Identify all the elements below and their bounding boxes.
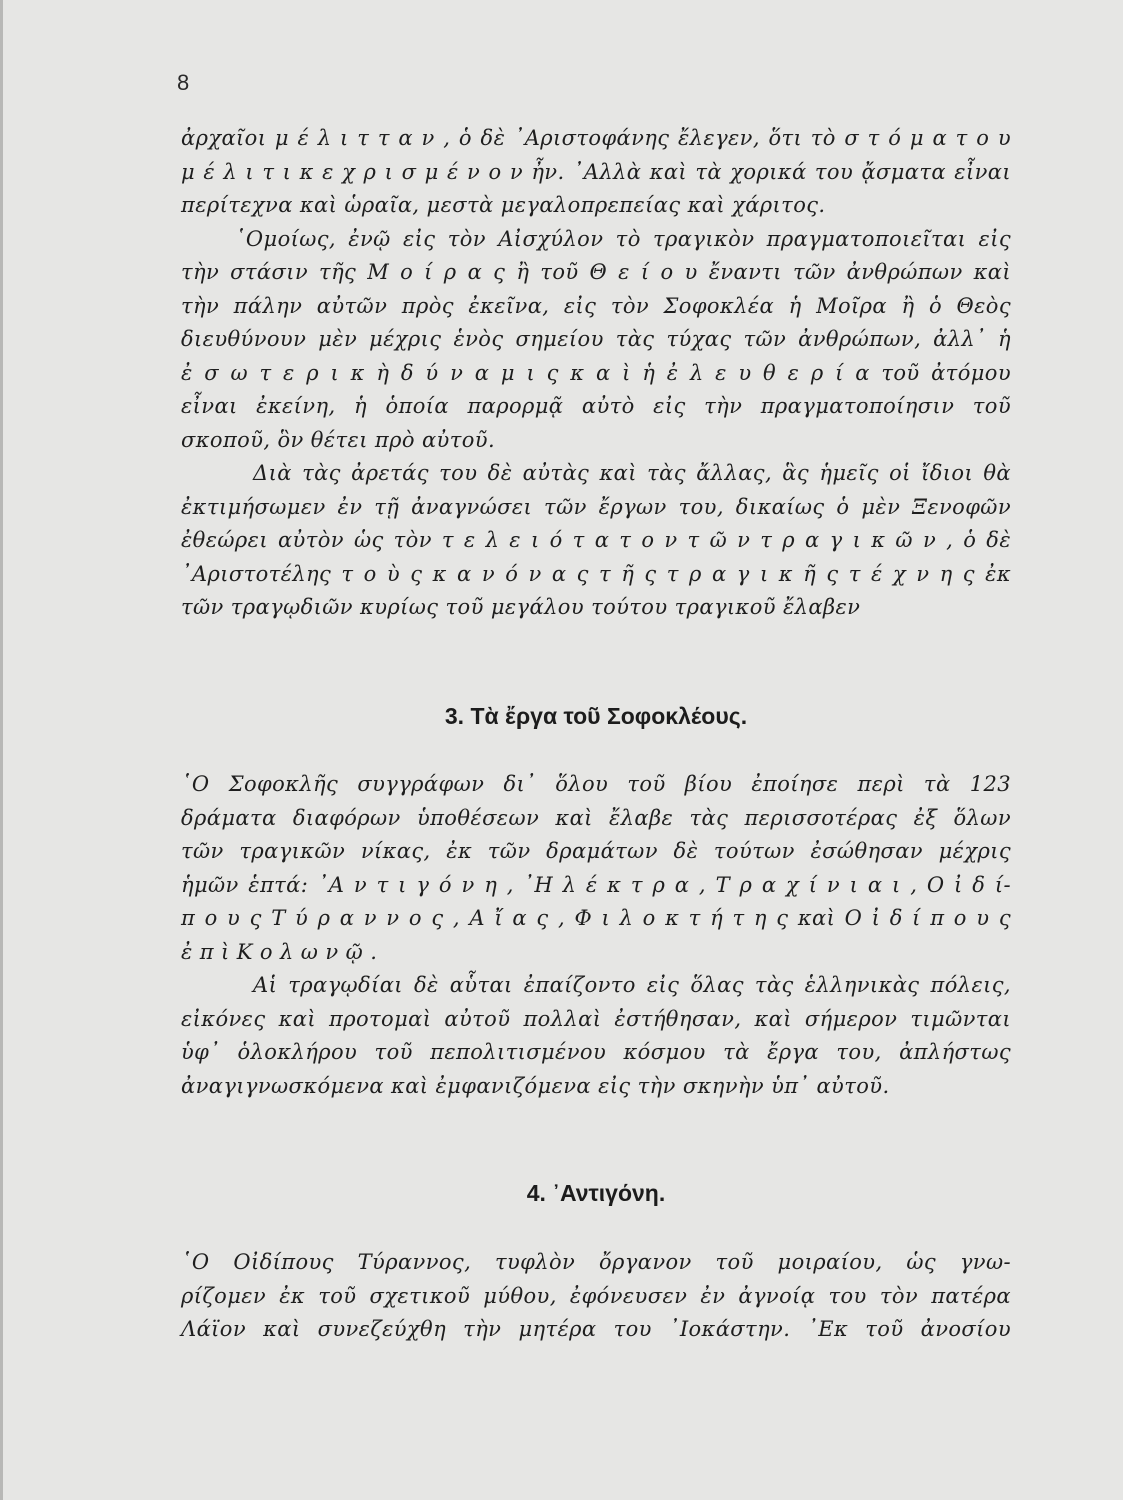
text-line: ᾿Αριστοτέλης τ ο ὺ ς κ α ν ό ν α ς τ ῆ ς τ ρ α γ ι κ ῆ ς τ έ χ ν η ς ἐκ [181, 561, 1011, 586]
text-line: ἀναγιγνωσκόμενα καὶ ἐμφανιζόμενα εἰς τὴν σκηνὴν ὑπ᾿ αὐτοῦ. [181, 1073, 890, 1098]
text-block-antigone [181, 1246, 1011, 1347]
text-line: Λάϊον καὶ συνεζεύχθη τὴν μητέρα του ᾿Ιοκάστην. ᾿Εκ τοῦ ἀνοσίου [181, 1317, 1011, 1341]
section-heading-3: 3. Τὰ ἔργα τοῦ Σοφοκλέους. [444, 703, 748, 729]
text-line: ἀρχαῖοι μ έ λ ι τ τ α ν , ὁ δὲ ᾿Αριστοφάνης ἔλεγεν, ὅτι τὸ σ τ ό μ α τ ο υ [181, 126, 1011, 150]
text-line: τῶν τραγῳδιῶν κυρίως τοῦ μεγάλου τούτου τραγικοῦ ἔλαβεν [181, 595, 861, 619]
text-line: εἶναι ἐκείνη, ἡ ὁποία παρορμᾷ αὐτὸ εἰς τὴν πραγματοποίησιν τοῦ [181, 394, 1011, 418]
text-line: τὴν στάσιν τῆς Μ ο ί ρ α ς ἢ τοῦ Θ ε ί ο υ ἔναντι τῶν ἀνθρώπων καὶ [181, 260, 1011, 284]
section-heading-4: 4. ᾿Αντιγόνη. [526, 1180, 666, 1206]
text-line: ἐ π ὶ Κ ο λ ω ν ῷ . [181, 939, 378, 964]
text-line: τὴν πάλην αὐτῶν πρὸς ἐκεῖνα, εἰς τὸν Σοφοκλέα ἡ Μοῖρα ἢ ὁ Θεὸς [181, 293, 1011, 318]
text-block-intro [181, 122, 1011, 625]
text-line: δράματα διαφόρων ὑποθέσεων καὶ ἔλαβε τὰς περισσοτέρας ἐξ ὅλων [181, 805, 1011, 830]
text-line: ἐ σ ω τ ε ρ ι κ ὴ δ ύ ν α μ ι ς κ α ὶ ἡ ἐ λ ε υ θ ε ρ ί α τοῦ ἀτόμου [181, 360, 1011, 385]
text-line: τῶν τραγικῶν νίκας, ἐκ τῶν δραμάτων δὲ τούτων ἐσώθησαν μέχρις [181, 839, 1011, 863]
text-line: διευθύνουν μὲν μέχρις ἑνὸς σημείου τὰς τύχας τῶν ἀνθρώπων, ἀλλ᾿ ἡ [181, 327, 1011, 351]
text-block-works [181, 768, 1011, 1103]
text-line: ρίζομεν ἐκ τοῦ σχετικοῦ μύθου, ἐφόνευσεν ἐν ἀγνοίᾳ του τὸν πατέρα [181, 1283, 1011, 1308]
text-line: μ έ λ ι τ ι κ ε χ ρ ι σ μ έ ν ο ν ἦν. ᾿Αλλὰ καὶ τὰ χορικά του ᾄσματα εἶναι [181, 159, 1011, 184]
text-line: π ο υ ς Τ ύ ρ α ν ν ο ς , Α ἴ α ς , Φ ι λ ο κ τ ή τ η ς καὶ Ο ἰ δ ί π ο υ ς [181, 906, 1011, 930]
text-line: ὑφ᾿ ὁλοκλήρου τοῦ πεπολιτισμένου κόσμου τὰ ἔργα του, ἀπλήστως [181, 1040, 1011, 1064]
text-line: ἡμῶν ἑπτά: ᾿Α ν τ ι γ ό ν η , ᾿Η λ έ κ τ ρ α , Τ ρ α χ ί ν ι α ι , Ο ἰ δ ί- [181, 872, 1011, 897]
text-line: εἰκόνες καὶ προτομαὶ αὐτοῦ πολλαὶ ἐστήθησαν, καὶ σήμερον τιμῶνται [181, 1006, 1011, 1031]
page-number: 8 [177, 70, 190, 95]
text-line: ἐθεώρει αὐτὸν ὡς τὸν τ ε λ ε ι ό τ α τ ο ν τ ῶ ν τ ρ α γ ι κ ῶ ν , ὁ δὲ [181, 528, 1011, 552]
text-line: ἐκτιμήσωμεν ἐν τῇ ἀναγνώσει τῶν ἔργων του, δικαίως ὁ μὲν Ξενοφῶν [181, 494, 1011, 519]
text-line: ῾Ο Οἰδίπους Τύραννος, τυφλὸν ὄργανον τοῦ μοιραίου, ὡς γνω- [181, 1250, 1011, 1274]
text-line: ῾Ο Σοφοκλῆς συγγράφων δι᾿ ὅλου τοῦ βίου ἐποίησε περὶ τὰ 123 [181, 772, 1011, 796]
text-line: ῾Ομοίως, ἐνῷ εἰς τὸν Αἰσχύλον τὸ τραγικὸν πραγματοποιεῖται εἰς [235, 226, 1011, 251]
text-line: σκοποῦ, ὃν θέτει πρὸ αὐτοῦ. [181, 427, 496, 452]
text-line: Διὰ τὰς ἀρετάς του δὲ αὐτὰς καὶ τὰς ἄλλας, ἃς ἡμεῖς οἱ ἴδιοι θὰ [253, 461, 1011, 485]
text-line: περίτεχνα καὶ ὡραῖα, μεστὰ μεγαλοπρεπείας καὶ χάριτος. [181, 193, 826, 217]
text-line: Αἱ τραγῳδίαι δὲ αὗται ἐπαίζοντο εἰς ὅλας τὰς ἑλληνικὰς πόλεις, [253, 973, 1011, 997]
